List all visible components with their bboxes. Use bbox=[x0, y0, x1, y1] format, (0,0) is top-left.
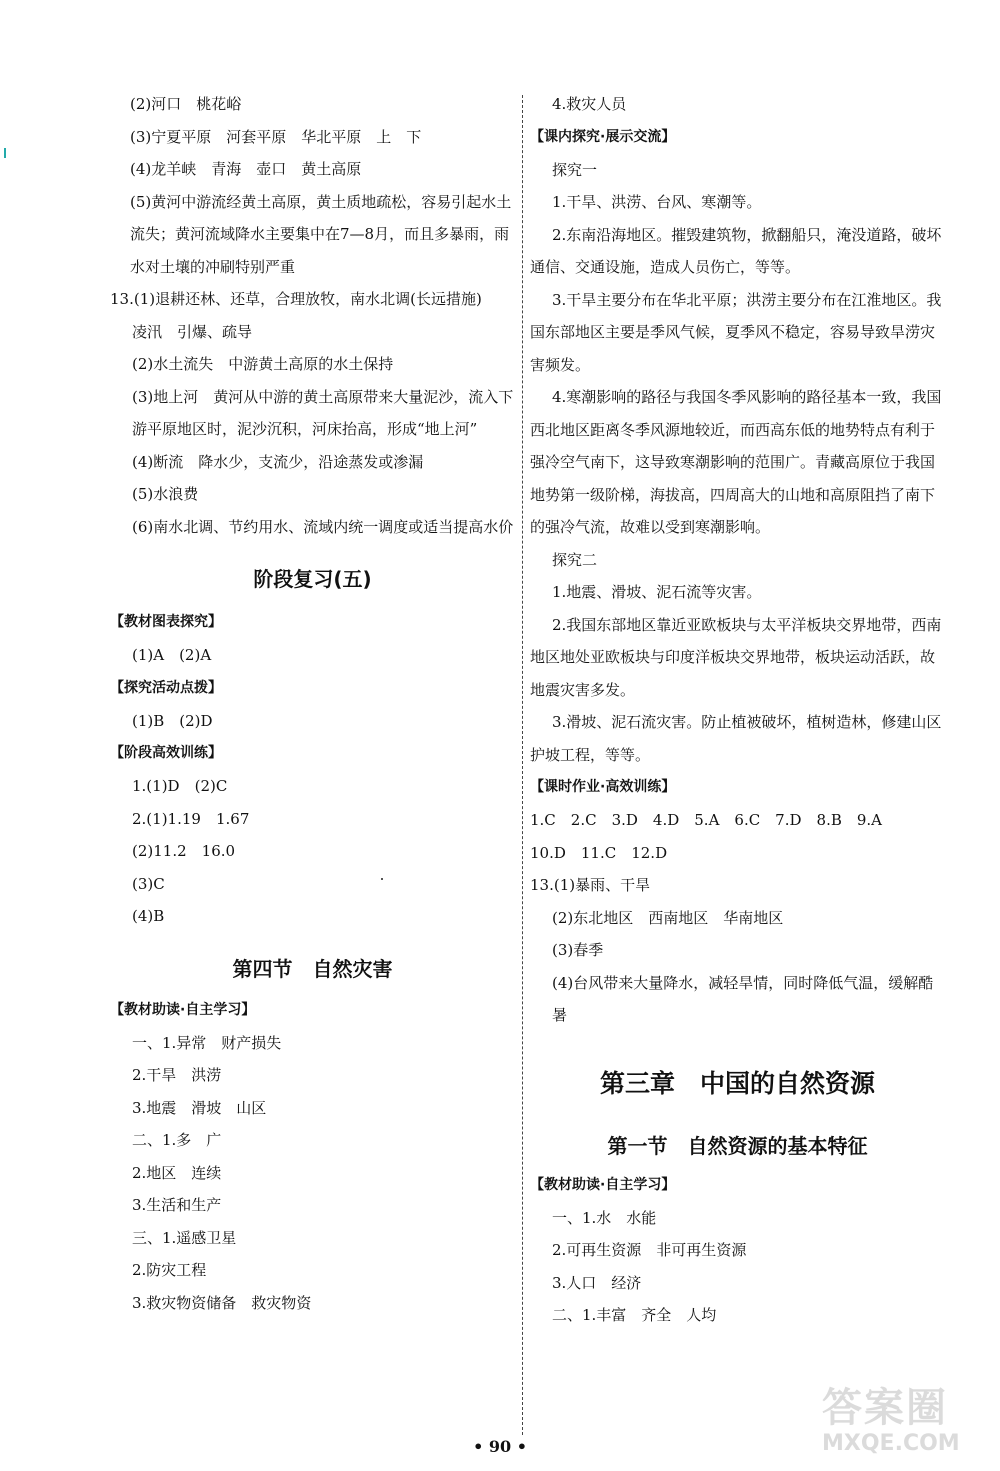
answer-line: 13.(1)退耕还林、还草，合理放牧，南水北调(长远措施) bbox=[110, 290, 482, 308]
answer-line: 1.(1)D (2)C bbox=[132, 777, 228, 795]
subheading: 探究二 bbox=[552, 550, 598, 569]
answer-line: (2)11.2 16.0 bbox=[132, 842, 236, 860]
margin-mark bbox=[4, 148, 6, 158]
answer-line: 三、1.遥感卫星 bbox=[132, 1228, 237, 1247]
section-tag: 【教材助读·自主学习】 bbox=[110, 1001, 256, 1018]
section-tag: 【课时作业·高效训练】 bbox=[530, 779, 676, 795]
answer-paragraph: 2.我国东部地区靠近亚欧板块与太平洋板块交界地带，西南地区地处亚欧板块与印度洋板块交界地带，板块运动活跃，故地震灾害多发。 bbox=[530, 615, 942, 699]
answer-line: (2)东北地区 西南地区 华南地区 bbox=[552, 908, 784, 927]
right-column bbox=[530, 88, 945, 1332]
answer-line: 二、1.丰富 齐全 人均 bbox=[552, 1306, 717, 1324]
answer-paragraph bbox=[110, 186, 515, 284]
section-heading: 第一节 自然资源的基本特征 bbox=[607, 1133, 868, 1158]
answer-line: (3)C bbox=[132, 874, 165, 893]
answer-line: 10.D 11.C 12.D bbox=[530, 843, 668, 862]
watermark-url: MXQE.COM bbox=[822, 1431, 960, 1456]
answer-line: 3.生活和生产 bbox=[132, 1196, 222, 1214]
answer-line: 二、1.多 广 bbox=[132, 1131, 222, 1149]
answer-text: (5)黄河中游流经黄土高原，黄土质地疏松，容易引起水土流失；黄河流域降水主要集中在7—8月，而且多暴雨，雨水对土壤的冲刷特别严重 bbox=[130, 192, 512, 276]
answer-line: (3)宁夏平原 河套平原 华北平原 上 下 bbox=[130, 127, 422, 146]
answer-paragraph: 4.寒潮影响的路径与我国冬季风影响的路径基本一致，我国西北地区距离冬季风源地较近，而西高东低的地势特点有利于强冷空气南下，这导致寒潮影响的范围广。青藏高原位于我国地势第一级阶梯，海拔高，四周高大的山地和高原阻挡了南下的强冷气流，故难以受到寒潮影响。 bbox=[530, 388, 942, 536]
chapter-heading: 第三章 中国的自然资源 bbox=[599, 1068, 875, 1098]
answer-paragraph: 3.滑坡、泥石流灾害。防止植被破坏，植树造林，修建山区护坡工程，等等。 bbox=[530, 713, 942, 764]
left-column bbox=[110, 88, 515, 1319]
answer-line: (2)河口 桃花峪 bbox=[130, 95, 242, 113]
column-divider bbox=[522, 95, 523, 1435]
answer-line: 1.C 2.C 3.D 4.D 5.A 6.C 7.D 8.B 9.A bbox=[530, 811, 883, 829]
answer-line: 2.可再生资源 非可再生资源 bbox=[552, 1241, 747, 1259]
answer-line: 4.救灾人员 bbox=[552, 95, 627, 113]
answer-line: (1)B (2)D bbox=[132, 711, 213, 730]
answer-line: (2)水土流失 中游黄土高原的水土保持 bbox=[132, 355, 394, 373]
answer-line: (5)水浪费 bbox=[132, 485, 199, 503]
page-number: • 90 • bbox=[473, 1437, 527, 1456]
answer-line: 2.防灾工程 bbox=[132, 1261, 207, 1279]
answer-line: 2.干旱 洪涝 bbox=[132, 1066, 222, 1084]
answer-paragraph: (6)南水北调、节约用水、流域内统一调度或适当提高水价 bbox=[132, 517, 514, 536]
answer-paragraph: (4)台风带来大量降水，减轻旱情，同时降低气温，缓解酷暑 bbox=[552, 973, 934, 1024]
answer-line: 3.救灾物资储备 救灾物资 bbox=[132, 1293, 312, 1312]
subheading: 探究一 bbox=[552, 160, 598, 179]
answer-line: 一、1.异常 财产损失 bbox=[132, 1033, 282, 1052]
section-tag: 【教材图表探究】 bbox=[110, 614, 222, 630]
answer-line: 13.(1)暴雨、干旱 bbox=[530, 876, 651, 894]
answer-paragraph: (3)地上河 黄河从中游的黄土高原带来大量泥沙，流入下游平原地区时，泥沙沉积，河床抬高，形成“地上河” bbox=[132, 387, 514, 438]
section-heading: 第四节 自然灾害 bbox=[232, 956, 393, 981]
watermark-logo bbox=[822, 1385, 992, 1465]
answer-line: 凌汛 引爆、疏导 bbox=[132, 322, 253, 341]
answer-line: 3.人口 经济 bbox=[552, 1273, 642, 1292]
answer-line: 1.干旱、洪涝、台风、寒潮等。 bbox=[552, 193, 762, 211]
section-tag: 【阶段高效训练】 bbox=[110, 745, 222, 761]
answer-line: (4)B bbox=[132, 907, 165, 925]
answer-paragraph: 2.东南沿海地区。摧毁建筑物，掀翻船只，淹没道路，破坏通信、交通设施，造成人员伤亡，等等。 bbox=[530, 225, 942, 276]
section-tag: 【教材助读·自主学习】 bbox=[530, 1176, 676, 1193]
answer-line: 3.地震 滑坡 山区 bbox=[132, 1098, 267, 1117]
answer-line: (4)断流 降水少，支流少，沿途蒸发或渗漏 bbox=[132, 452, 424, 471]
answer-line: (4)龙羊峡 青海 壶口 黄土高原 bbox=[130, 160, 362, 178]
answer-line: 2.(1)1.19 1.67 bbox=[132, 809, 250, 828]
section-tag: 【探究活动点拨】 bbox=[110, 679, 222, 696]
answer-line: (3)春季 bbox=[552, 941, 604, 959]
answer-line: (1)A (2)A bbox=[132, 646, 212, 664]
answer-line: 一、1.水 水能 bbox=[552, 1208, 657, 1227]
section-heading: 阶段复习(五) bbox=[253, 567, 372, 591]
watermark-text: 答案圈 bbox=[822, 1385, 948, 1431]
answer-line: 1.地震、滑坡、泥石流等灾害。 bbox=[552, 583, 762, 601]
answer-paragraph: 3.干旱主要分布在华北平原；洪涝主要分布在江淮地区。我国东部地区主要是季风气候，夏季风不稳定，容易导致旱涝灾害频发。 bbox=[530, 290, 942, 374]
section-tag: 【课内探究·展示交流】 bbox=[530, 128, 676, 145]
answer-line: 2.地区 连续 bbox=[132, 1163, 222, 1182]
